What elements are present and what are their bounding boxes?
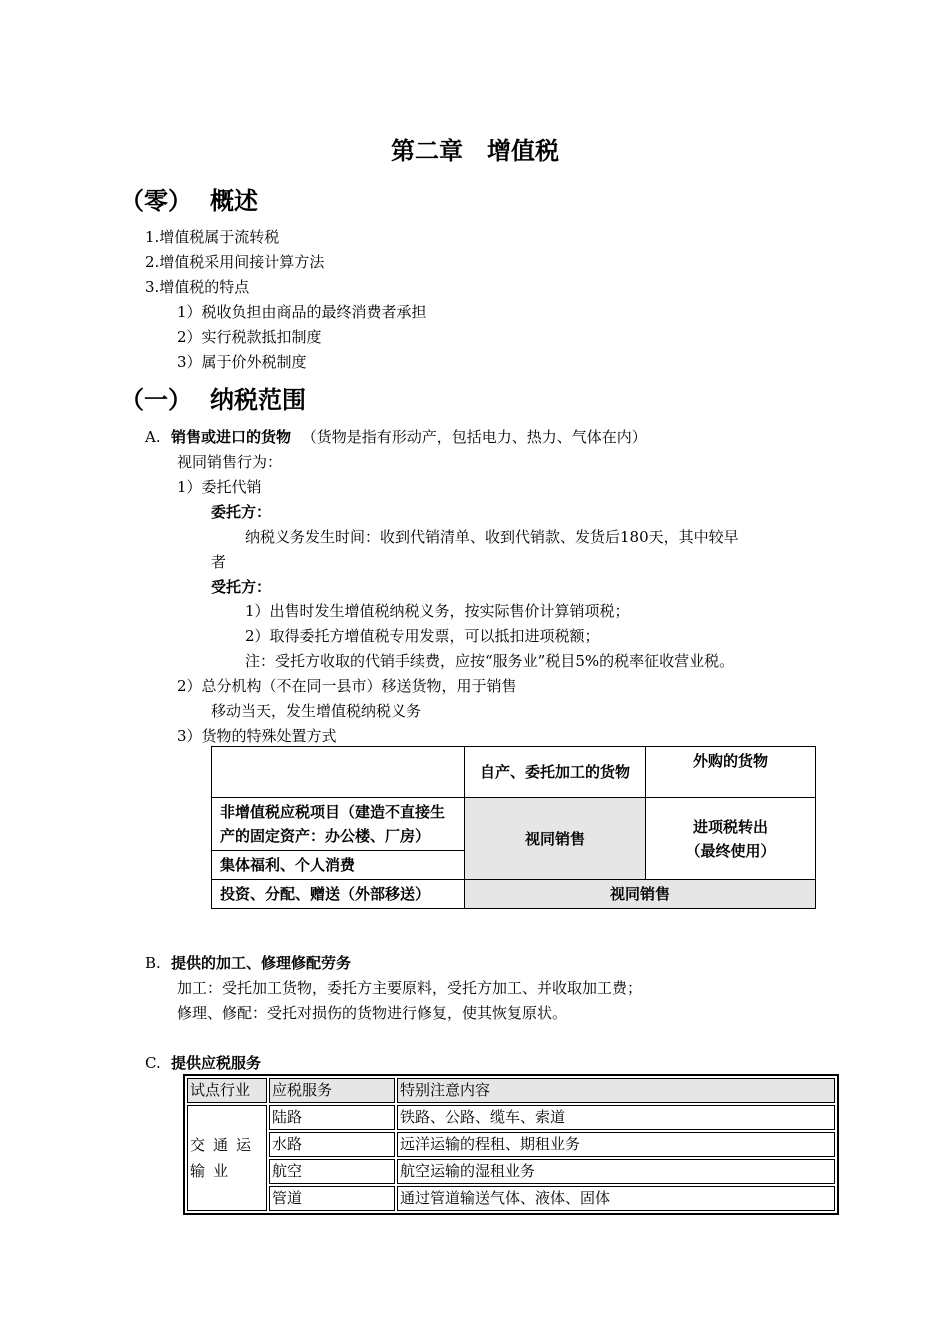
table-header-cell: 试点行业 [187, 1078, 267, 1103]
table-cell-line: 进项税转出 [692, 817, 768, 836]
consignor-label: 委托方： [211, 503, 272, 521]
list-item: 3.增值税的特点 [145, 278, 250, 296]
table-cell [212, 747, 465, 798]
service-cell: 陆路 [269, 1105, 395, 1130]
industry-cell: 交通运输业 [187, 1105, 267, 1211]
section-heading-overview [120, 186, 258, 216]
note-cell: 铁路、公路、缆车、索道 [397, 1105, 835, 1130]
table-row [212, 880, 816, 909]
subsection-title: 提供应税服务 [171, 1054, 262, 1072]
table-cell-line: （最终使用） [685, 841, 776, 860]
table-row [212, 798, 816, 851]
list-item: 2.增值税采用间接计算方法 [145, 253, 325, 271]
table-row [187, 1186, 835, 1211]
table-merged-cell: 视同销售 [465, 880, 816, 909]
sub-list-item: 1）税收负担由商品的最终消费者承担 [177, 303, 427, 321]
table-row [187, 1159, 835, 1184]
table-row [187, 1132, 835, 1157]
subsection-marker: A. [145, 428, 161, 446]
note-line: 注：受托方收取的代销手续费，应按“服务业”税目5%的税率征收营业税。 [245, 652, 735, 670]
text-line: 纳税义务发生时间：收到代销清单、收到代销款、发货后180天，其中较早 [245, 528, 739, 546]
table-header-cell: 应税服务 [269, 1078, 395, 1103]
table-header-cell: 自产、委托加工的货物 [465, 747, 646, 798]
text-line: 2）取得委托方增值税专用发票，可以抵扣进项税额； [245, 627, 600, 645]
subsection-note: （货物是指有形动产，包括电力、热力、气体在内） [301, 428, 647, 446]
list-item: 1）委托代销 [177, 478, 262, 496]
consignee-label: 受托方： [211, 578, 272, 596]
text-line: 者 [211, 553, 227, 571]
section-number: （零） [120, 187, 192, 215]
list-item: 2）总分机构（不在同一县市）移送货物，用于销售 [177, 677, 517, 695]
table-row-label: 投资、分配、赠送（外部移送） [212, 880, 465, 909]
subsection-marker: B. [145, 954, 161, 972]
subsection-b-heading [145, 953, 351, 973]
special-disposal-table [211, 746, 816, 909]
service-cell: 管道 [269, 1186, 395, 1211]
service-cell: 航空 [269, 1159, 395, 1184]
table-merged-cell: 视同销售 [465, 798, 646, 880]
page-title: 第二章 增值税 [391, 137, 559, 165]
subsection-title: 销售或进口的货物 [171, 428, 292, 446]
text-line: 1）出售时发生增值税纳税义务，按实际售价计算销项税； [245, 602, 630, 620]
text-line: 视同销售行为： [177, 453, 283, 471]
table-row [187, 1105, 835, 1130]
taxable-services-table [183, 1074, 839, 1215]
service-cell: 水路 [269, 1132, 395, 1157]
sub-list-item: 2）实行税款抵扣制度 [177, 328, 322, 346]
table-row-label: 非增值税应税项目（建造不直接生产的固定资产：办公楼、厂房） [212, 798, 465, 851]
subsection-title: 提供的加工、修理修配劳务 [171, 954, 352, 972]
table-header-row [187, 1078, 835, 1103]
subsection-marker: C. [145, 1054, 161, 1072]
note-cell: 通过管道输送气体、液体、固体 [397, 1186, 835, 1211]
list-item: 3）货物的特殊处置方式 [177, 727, 337, 745]
section-title: 纳税范围 [210, 386, 306, 414]
table-merged-cell [646, 798, 816, 880]
subsection-a-heading [145, 427, 647, 447]
text-line: 移动当天，发生增值税纳税义务 [211, 702, 422, 720]
subsection-c-heading [145, 1053, 261, 1073]
section-heading-scope [120, 385, 306, 415]
text-line: 加工：受托加工货物，委托方主要原料，受托方加工、并收取加工费； [177, 979, 643, 997]
table-row [212, 747, 816, 798]
note-cell: 航空运输的湿租业务 [397, 1159, 835, 1184]
table-row-label: 集体福利、个人消费 [212, 851, 465, 880]
section-title: 概述 [210, 187, 258, 215]
sub-list-item: 3）属于价外税制度 [177, 353, 307, 371]
section-number: （一） [120, 386, 192, 414]
list-item: 1.增值税属于流转税 [145, 228, 280, 246]
text-line: 修理、修配：受托对损伤的货物进行修复，使其恢复原状。 [177, 1004, 568, 1022]
note-cell: 远洋运输的程租、期租业务 [397, 1132, 835, 1157]
table-header-cell: 外购的货物 [646, 747, 816, 798]
table-header-cell: 特别注意内容 [397, 1078, 835, 1103]
